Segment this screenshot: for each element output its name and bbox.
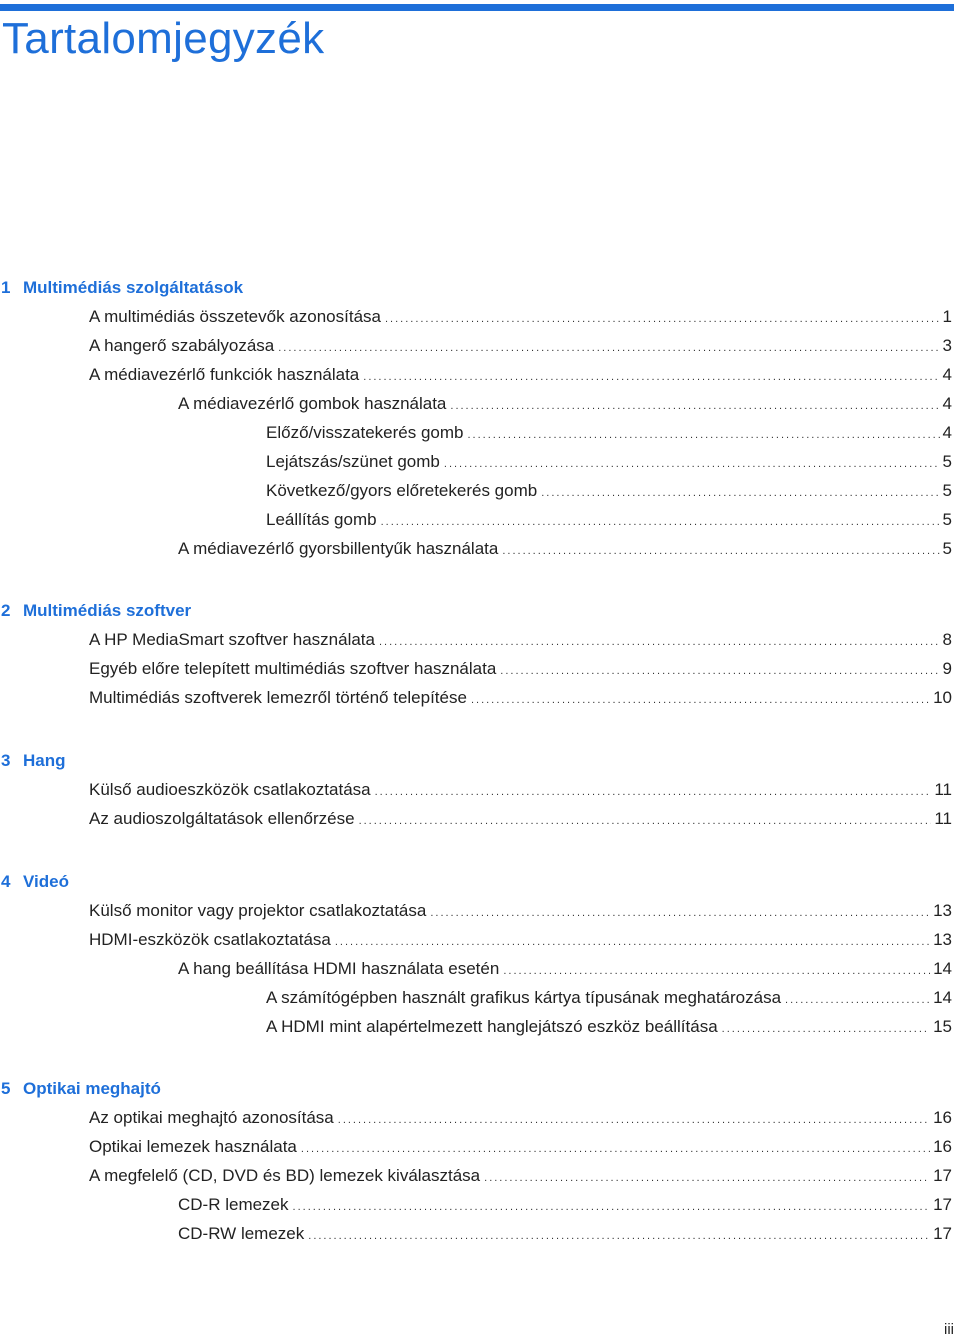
toc-entry-page: 13 (933, 930, 952, 949)
dot-leader (722, 1015, 930, 1044)
dot-leader (541, 479, 939, 508)
toc-entry-page: 11 (934, 780, 952, 799)
toc-entry-page: 5 (942, 539, 952, 558)
dot-leader (467, 421, 939, 450)
toc-entry[interactable] (0, 896, 954, 925)
toc-entry-page: 11 (934, 809, 952, 828)
toc-entry-page: 14 (933, 988, 952, 1007)
toc-entry-title: HDMI-eszközök csatlakoztatása (89, 930, 331, 949)
toc-entry[interactable] (0, 389, 954, 418)
chapter-title: Hang (23, 751, 66, 770)
chapter-title: Videó (23, 872, 69, 891)
toc-entry-title: Előző/visszatekerés gomb (266, 423, 464, 442)
toc-entry-title: Az optikai meghajtó azonosítása (89, 1108, 334, 1127)
chapter-number: 4 (1, 872, 11, 891)
toc-entry[interactable] (0, 654, 954, 683)
toc-entry-page: 4 (942, 365, 952, 384)
chapter-number: 2 (1, 601, 11, 620)
toc-entry-title: A médiavezérlő gombok használata (178, 394, 447, 413)
toc-entry[interactable] (0, 1161, 954, 1190)
toc-entry-page: 9 (942, 659, 952, 678)
dot-leader (375, 778, 932, 807)
toc-entry[interactable] (0, 534, 954, 563)
dot-leader (338, 1106, 930, 1135)
toc-chapter (0, 746, 954, 833)
toc-entry[interactable] (0, 954, 954, 983)
toc-entry-title: A számítógépben használt grafikus kártya típusának meghatározása (266, 988, 782, 1007)
dot-leader (379, 628, 940, 657)
toc-entry-page: 4 (942, 394, 952, 413)
toc-entry-title: Optikai lemezek használata (89, 1137, 297, 1156)
chapter-heading[interactable] (0, 746, 954, 775)
dot-leader (471, 686, 930, 715)
toc-chapter (0, 596, 954, 712)
toc-entry[interactable] (0, 360, 954, 389)
toc-entry-page: 3 (942, 336, 952, 355)
toc-chapter (0, 867, 954, 1041)
toc-entry-title: CD-RW lemezek (178, 1224, 305, 1243)
toc-entry[interactable] (0, 683, 954, 712)
toc-entry[interactable] (0, 418, 954, 447)
toc-entry[interactable] (0, 775, 954, 804)
toc-entry[interactable] (0, 1132, 954, 1161)
toc-entry-page: 13 (933, 901, 952, 920)
toc-entry-title: Lejátszás/szünet gomb (266, 452, 440, 471)
dot-leader (430, 899, 930, 928)
toc-entry-title: A médiavezérlő funkciók használata (89, 365, 360, 384)
dot-leader (308, 1222, 930, 1251)
dot-leader (444, 450, 940, 479)
chapter-heading[interactable] (0, 1074, 954, 1103)
toc-entry-title: Multimédiás szoftverek lemezről történő telepítése (89, 688, 467, 707)
toc-entry-page: 5 (942, 510, 952, 529)
toc-entry[interactable] (0, 925, 954, 954)
toc-entry-title: Egyéb előre telepített multimédiás szoftver használata (89, 659, 497, 678)
toc-entry-page: 5 (942, 452, 952, 471)
toc-entry-page: 16 (933, 1137, 952, 1156)
dot-leader (335, 928, 930, 957)
dot-leader (785, 986, 930, 1015)
chapter-number: 5 (1, 1079, 11, 1098)
dot-leader (502, 537, 939, 566)
toc-entry-title: A multimédiás összetevők azonosítása (89, 307, 381, 326)
chapter-heading[interactable] (0, 273, 954, 302)
page-title: Tartalomjegyzék (2, 14, 325, 63)
dot-leader (450, 392, 939, 421)
toc-entry-title: Külső audioeszközök csatlakoztatása (89, 780, 371, 799)
chapter-number: 3 (1, 751, 11, 770)
toc-entry[interactable] (0, 476, 954, 505)
dot-leader (301, 1135, 930, 1164)
chapter-heading[interactable] (0, 867, 954, 896)
toc-entry-page: 5 (942, 481, 952, 500)
toc-entry-page: 16 (933, 1108, 952, 1127)
toc-entry[interactable] (0, 1190, 954, 1219)
toc-entry-title: CD-R lemezek (178, 1195, 289, 1214)
page-number: iii (944, 1321, 954, 1338)
dot-leader (484, 1164, 930, 1193)
toc-entry-page: 10 (933, 688, 952, 707)
toc-entry-title: Leállítás gomb (266, 510, 377, 529)
toc-entry[interactable] (0, 1012, 954, 1041)
toc-entry-page: 4 (942, 423, 952, 442)
dot-leader (500, 657, 939, 686)
toc-entry-title: A HDMI mint alapértelmezett hanglejátszó eszköz beállítása (266, 1017, 718, 1036)
toc-entry-page: 8 (942, 630, 952, 649)
toc-entry[interactable] (0, 1219, 954, 1248)
toc-entry-title: A HP MediaSmart szoftver használata (89, 630, 375, 649)
toc-entry-title: A hangerő szabályozása (89, 336, 275, 355)
chapter-title: Optikai meghajtó (23, 1079, 161, 1098)
dot-leader (381, 508, 940, 537)
toc-entry-title: Az audioszolgáltatások ellenőrzése (89, 809, 355, 828)
toc-entry-title: A médiavezérlő gyorsbillentyűk használata (178, 539, 499, 558)
toc-chapter (0, 1074, 954, 1248)
toc-entry[interactable] (0, 625, 954, 654)
toc-entry-page: 15 (933, 1017, 952, 1036)
chapter-number: 1 (1, 278, 11, 297)
toc-entry-title: Külső monitor vagy projektor csatlakoztatása (89, 901, 427, 920)
toc-entry[interactable] (0, 447, 954, 476)
toc-entry-page: 17 (933, 1195, 952, 1214)
toc-entry-title: A megfelelő (CD, DVD és BD) lemezek kiválasztása (89, 1166, 481, 1185)
chapter-title: Multimédiás szolgáltatások (23, 278, 244, 297)
toc-entry[interactable] (0, 302, 954, 331)
toc-entry-page: 1 (942, 307, 952, 326)
dot-leader (385, 305, 940, 334)
chapter-heading[interactable] (0, 596, 954, 625)
toc-entry-page: 17 (933, 1166, 952, 1185)
toc-chapter (0, 273, 954, 563)
dot-leader (278, 334, 939, 363)
toc-entry[interactable] (0, 331, 954, 360)
toc-entry[interactable] (0, 983, 954, 1012)
toc-entry-page: 14 (933, 959, 952, 978)
toc-entry[interactable] (0, 505, 954, 534)
toc-entry[interactable] (0, 1103, 954, 1132)
toc-entry-page: 17 (933, 1224, 952, 1243)
chapter-title: Multimédiás szoftver (23, 601, 192, 620)
toc-entry[interactable] (0, 804, 954, 833)
toc-entry-title: A hang beállítása HDMI használata esetén (178, 959, 500, 978)
header-rule (0, 4, 954, 11)
dot-leader (363, 363, 939, 392)
dot-leader (293, 1193, 931, 1222)
dot-leader (359, 807, 932, 836)
toc-entry-title: Következő/gyors előretekerés gomb (266, 481, 538, 500)
dot-leader (503, 957, 930, 986)
